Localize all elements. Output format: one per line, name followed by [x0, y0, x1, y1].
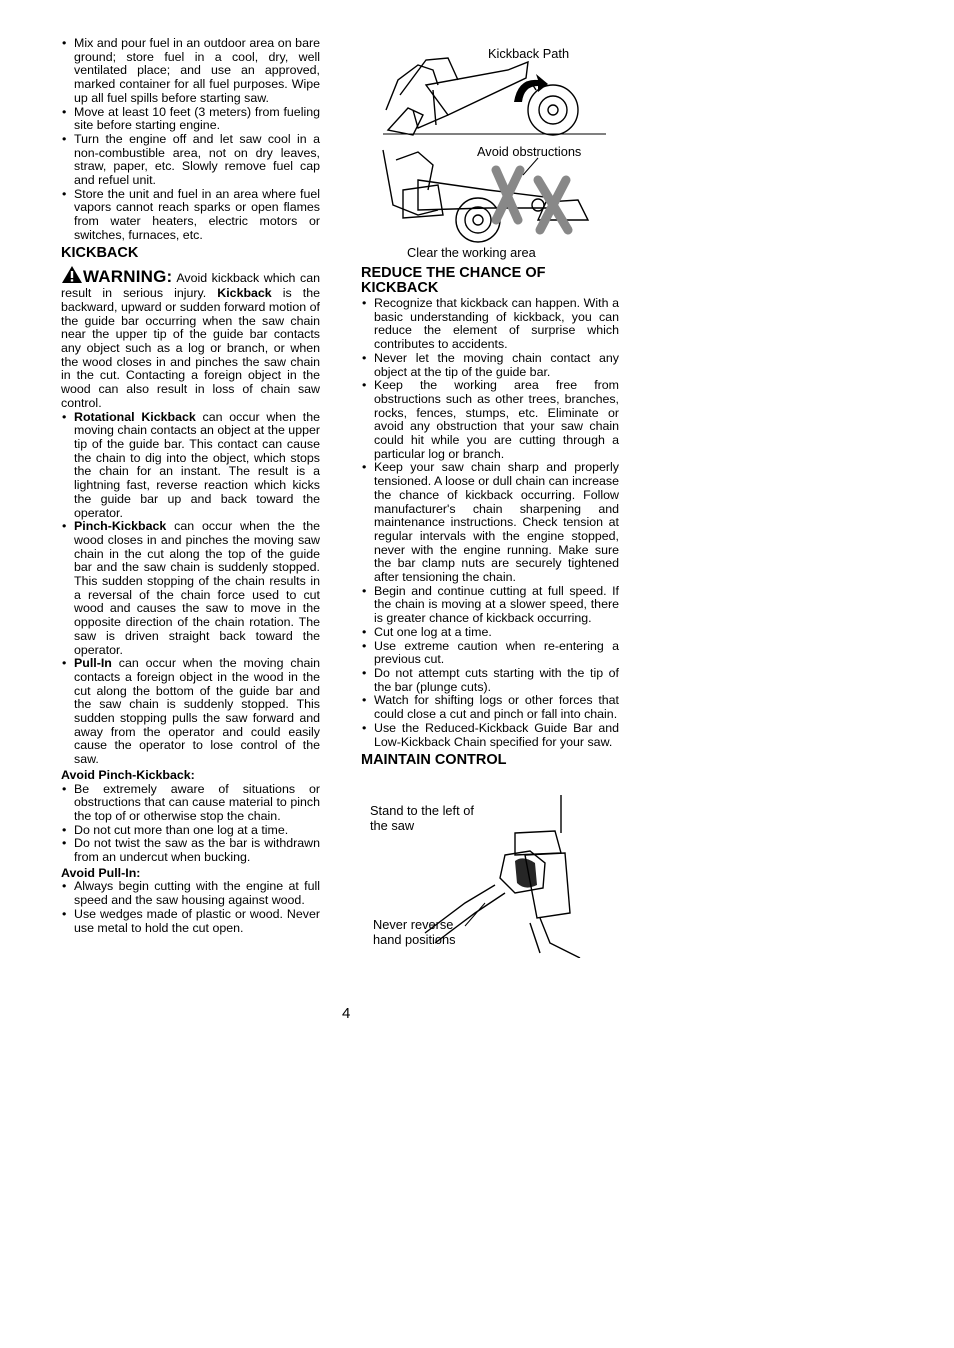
list-item: • Recognize that kickback can happen. With a basic understanding of kickback, you can reduce the element of surprise which contributes to accidents.: [361, 297, 619, 352]
list-item: [61, 657, 320, 767]
list-item: • Keep your saw chain sharp and properly tensioned. A loose or dull chain can increase the chance of kickback occurring. Follow manufacturer's chain sharpening and maintenance instructions. Check tension at regular intervals with the engine stopped, never with the engine running. Make sure the bar clamp nuts are securely tightened after tensioning the chain.: [361, 461, 619, 584]
list-item: • Always begin cutting with the engine at full speed and the saw housing against wood.: [61, 880, 320, 907]
kickback-heading: KICKBACK: [61, 244, 139, 261]
warning-bold-term: Kickback: [217, 286, 272, 301]
never-reverse-label: Never reverse hand positions: [373, 917, 456, 947]
kickback-types-list: [61, 411, 320, 767]
list-item: • Begin and continue cutting at full speed. If the chain is moving at a slower speed, there is greater chance of kickback occurring.: [361, 585, 619, 626]
stand-left-label: Stand to the left of the saw: [370, 803, 474, 833]
reduce-kickback-list: [361, 297, 619, 749]
avoid-pull-list: [61, 880, 320, 935]
list-item: [61, 411, 320, 521]
term: Pull-In: [74, 656, 112, 671]
maintain-control-heading: MAINTAIN CONTROL: [361, 752, 507, 769]
list-item: • Turn the engine off and let saw cool in a non-combustible area, not on dry leaves, straw, paper, etc. Slowly remove fuel cap and refuel unit.: [61, 133, 320, 188]
list-item: • Never let the moving chain contact any object at the tip of the guide bar.: [361, 352, 619, 379]
avoid-pinch-list: [61, 783, 320, 865]
list-item: • Use extreme caution when re-entering a previous cut.: [361, 640, 619, 667]
reduce-kickback-heading: REDUCE THE CHANCE OF KICKBACK: [361, 265, 546, 296]
list-item: • Be extremely aware of situations or obstructions that can cause material to pinch the top of or otherwise stop the chain.: [61, 783, 320, 824]
list-item: • Use the Reduced-Kickback Guide Bar and Low-Kickback Chain specified for your saw.: [361, 722, 619, 749]
list-item: • Use wedges made of plastic or wood. Never use metal to hold the cut open.: [61, 908, 320, 935]
kickback-path-label: Kickback Path: [488, 46, 570, 61]
warning-triangle-icon: [61, 265, 83, 288]
maintain-control-illustration: [365, 793, 595, 958]
list-item: [61, 520, 320, 657]
list-item: • Keep the working area free from obstructions such as other trees, branches, rocks, fences, stumps, etc. Eliminate or avoid any obstruction that your saw chain could hit while you are cutting through a particular log or branch.: [361, 379, 619, 461]
list-item: • Watch for shifting logs or other forces that could close a cut and pinch or fall into chain.: [361, 694, 619, 721]
avoid-pinch-heading: Avoid Pinch-Kickback:: [61, 767, 195, 782]
list-item: • Do not cut more than one log at a time.: [61, 824, 320, 838]
kickback-warning-paragraph: [61, 265, 320, 411]
term-text: can occur when the moving chain contacts an object at the upper tip of the guide bar. This contact can cause the chain to dig into the object, which stops the chain for an instant. The result is a lightning fast, reverse reaction which kicks the guide bar up and back toward the operator.: [74, 409, 320, 520]
list-item: • Do not attempt cuts starting with the tip of the bar (plunge cuts).: [361, 667, 619, 694]
left-column: [61, 37, 320, 935]
list-item: • Mix and pour fuel in an outdoor area on bare ground; store fuel in a cool, dry, well ventilated place; and use an approved, marked container for all fuel purposes. Wipe up all fuel spills before starting saw.: [61, 37, 320, 106]
clear-working-area-label: Clear the working area: [407, 245, 536, 260]
right-column: [361, 266, 619, 772]
warning-text-cont: is the backward, upward or sudden forward motion of the guide bar occurring when the saw chain near the upper tip of the guide bar contacts any object such as a log or branch, or when the wood closes in and pinches the saw chain in the cut. Contacting a foreign object in the wood can also result in loss of chain saw control.: [61, 286, 321, 410]
page-number: 4: [342, 1005, 351, 1022]
list-item: • Do not twist the saw as the bar is withdrawn from an undercut when bucking.: [61, 837, 320, 864]
warning-label: WARNING:: [83, 266, 173, 286]
list-item: • Cut one log at a time.: [361, 626, 619, 640]
avoid-obstructions-label: Avoid obstructions: [477, 144, 582, 159]
avoid-pull-heading: Avoid Pull-In:: [61, 865, 141, 880]
term: Rotational Kickback: [74, 409, 196, 424]
list-item: • Move at least 10 feet (3 meters) from fueling site before starting engine.: [61, 106, 320, 133]
warning-text: Avoid kickback which can result in serious injury.: [61, 270, 320, 301]
term-text: can occur when the moving chain contacts a foreign object in the wood in the cut along the bottom of the guide bar and the saw chain is suddenly stopped. This sudden stopping pulls the saw forward and away from the operator and could easily cause the operator to lose control of the saw.: [74, 656, 320, 767]
fuel-safety-list: [61, 37, 320, 243]
x-mark-icons: [496, 170, 568, 230]
kickback-illustration: [378, 40, 614, 265]
list-item: • Store the unit and fuel in an area where fuel vapors cannot reach sparks or open flames from water heaters, electric motors or switches, furnaces, etc.: [61, 188, 320, 243]
term-text: can occur when the the wood closes in and pinches the moving saw chain in the cut along the top of the guide bar and the saw chain is suddenly stopped. This sudden stopping of the chain results in a reversal of the chain force used to cut wood and causes the saw to move in the opposite direction of the chain rotation. The saw is driven straight back toward the operator.: [74, 519, 320, 657]
term: Pinch-Kickback: [74, 519, 167, 534]
